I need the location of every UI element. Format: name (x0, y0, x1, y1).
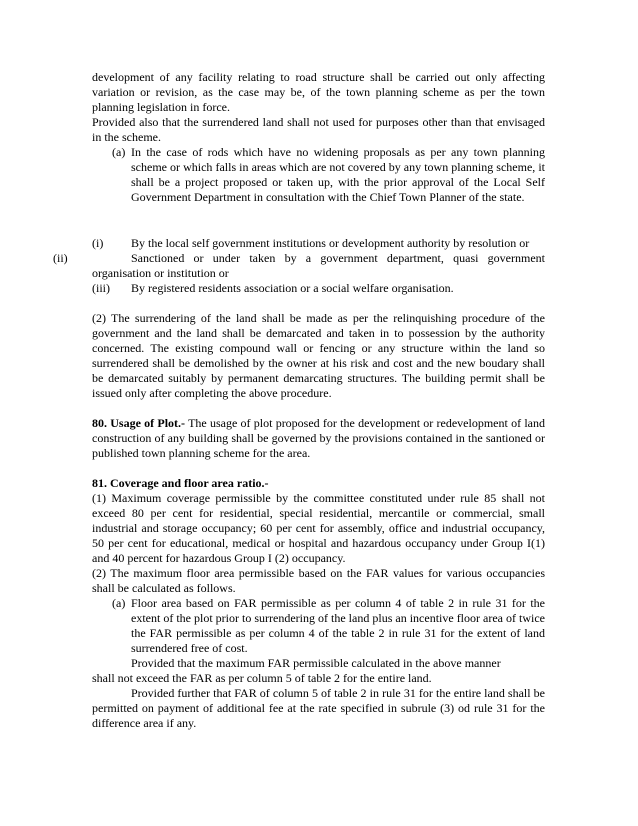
rule-81-proviso-1-line-1: Provided that the maximum FAR permissible calculated in the above manner (131, 656, 501, 670)
clause-i-label: (i) (92, 236, 104, 250)
rule-81-proviso-2: Provided further that FAR of column 5 of table 2 in rule 31 for the entire land shall be permitted on payment of additional fee at the rate specified in subrule (3) od rule 31 for the difference area if any. (92, 686, 545, 730)
rule-81-heading: 81. Coverage and floor area ratio.- (92, 476, 269, 490)
page-content (53, 70, 545, 731)
clause-a-label: (a) (112, 145, 126, 159)
clause-iii (92, 281, 545, 296)
rule-80-text: The usage of plot proposed for the development or redevelopment of land construction of any building shall be governed by the provisions contained in the santioned or published town planning scheme for the area. (92, 416, 545, 460)
spacer (92, 205, 545, 236)
rule-81-clause-a-label: (a) (112, 596, 126, 610)
clause-ii-text: Sanctioned or under taken by a government department, quasi government organisation or institution or (92, 251, 545, 280)
paragraph-proviso: Provided also that the surrendered land shall not used for purposes other than that envisaged in the scheme. (92, 115, 545, 144)
clause-i (92, 236, 545, 251)
spacer (92, 401, 545, 416)
rule-80 (92, 416, 545, 461)
clause-a (92, 145, 545, 205)
clause-iii-label: (iii) (92, 281, 110, 295)
clause-i-text: By the local self government institutions or development authority by resolution or (131, 236, 530, 250)
spacer (92, 461, 545, 476)
clause-ii (53, 251, 545, 281)
rule-81-para-1: (1) Maximum coverage permissible by the committee constituted under rule 85 shall not exceed 80 per cent for residential, special residential, mercantile or commercial, small industrial and storage occupancy; 60 per cent for assembly, office and industrial occupancy, 50 per cent for educational, medical or hospital and hazardous occupancy under Group I(1) and 40 percent for hazardous Group I (2) occupancy. (92, 491, 545, 565)
clause-ii-label: (ii) (53, 251, 68, 265)
paragraph-continuation: development of any facility relating to road structure shall be carried out only affecting variation or revision, as the case may be, of the town planning scheme as per the town planning legislation in force. (92, 70, 545, 114)
clause-a-text: In the case of rods which have no widening proposals as per any town planning scheme or which falls in areas which are not covered by any town planning scheme, it shall be a project proposed or taken up, with the prior approval of the Local Self Government Department in consultation with the Chief Town Planner of the state. (131, 145, 545, 204)
rule-80-heading: 80. Usage of Plot.- (92, 416, 186, 430)
rule-81-clause-a (92, 596, 545, 656)
spacer (92, 296, 545, 311)
paragraph-surrender-procedure: (2) The surrendering of the land shall be made as per the relinquishing procedure of the government and the land shall be demarcated and taken in to possession by the authority concerned. The existing compound wall or fencing or any structure within the land so surrendered shall be demolished by the owner at his risk and cost and the new boudary shall be demarcated suitably by permanent demarcating structures. The building permit shall be issued only after completing the above procedure. (92, 311, 545, 400)
clause-iii-text: By registered residents association or a social welfare organisation. (131, 281, 454, 295)
rule-81-clause-a-text: Floor area based on FAR permissible as per column 4 of table 2 in rule 31 for the extent of the plot prior to surrendering of the land plus an incentive floor area of twice the FAR permissible as per column 4 of the table 2 in rule 31 for the extent of land surrendered free of cost. (131, 596, 545, 655)
rule-81-para-2: (2) The maximum floor area permissible based on the FAR values for various occupancies shall be calculated as follows. (92, 566, 545, 595)
rule-81-proviso-1-line-2: shall not exceed the FAR as per column 5 of table 2 for the entire land. (92, 671, 432, 685)
